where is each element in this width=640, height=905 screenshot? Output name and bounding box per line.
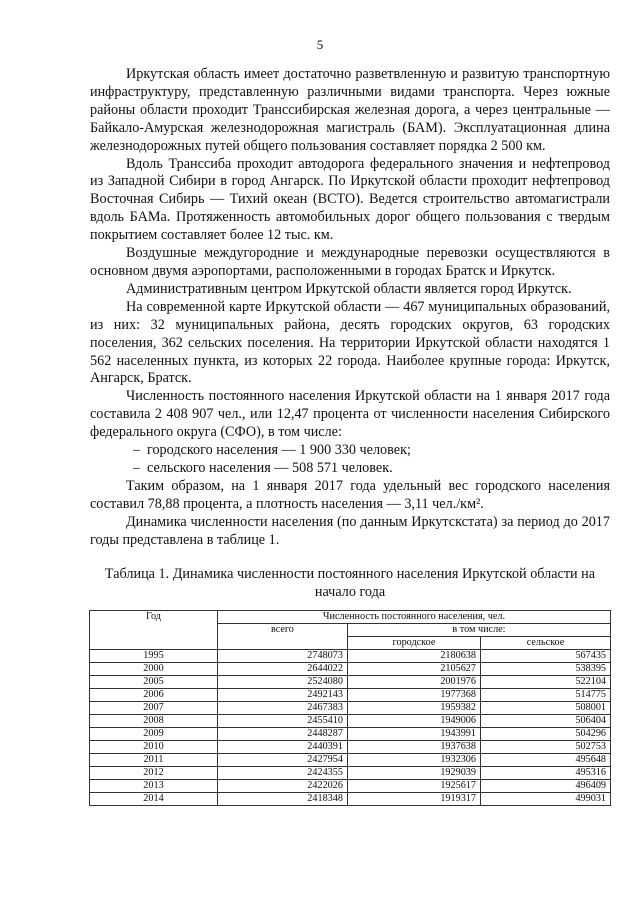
paragraph: Вдоль Транссиба проходит автодорога федерального значения и нефтепровод из Западной Сибири в город Ангарск. По Иркутской области проходит нефтепровод Восточная Сибирь — Тихий океан (ВСТО). Ведется строительство автомагистрали вдоль БАМа. Протяженность автомобильных дорог общего пользования с твердым покрытием составляет более 12 тыс. км. bbox=[90, 155, 610, 244]
cell-total: 2455410 bbox=[217, 715, 347, 728]
cell-total: 2492143 bbox=[217, 689, 347, 702]
cell-urban: 1925617 bbox=[347, 780, 480, 793]
cell-total: 2418348 bbox=[217, 793, 347, 806]
cell-rural: 508001 bbox=[480, 702, 610, 715]
cell-total: 2422026 bbox=[217, 780, 347, 793]
body-text bbox=[90, 66, 610, 549]
cell-rural: 499031 bbox=[480, 793, 610, 806]
cell-total: 2524080 bbox=[217, 676, 347, 689]
list-dash: – bbox=[133, 442, 141, 459]
paragraph: Численность постоянного населения Иркутской области на 1 января 2017 года составила 2 408 907 чел., или 12,47 процента от численности населения Сибирского федерального округа (СФО), в том числе: bbox=[90, 388, 610, 441]
table-row bbox=[90, 780, 611, 793]
table-row bbox=[90, 741, 611, 754]
paragraph: Иркутская область имеет достаточно разветвленную и развитую транспортную инфраструктуру, представленную различными видами транспорта. Через южные районы области проходит Транссибирская железная дорога, а через центральные — Байкало-Амурская железнодорожная магистраль (БАМ). Эксплуатационная длина железнодорожных путей общего пользования составляет порядка 2 500 км. bbox=[90, 66, 610, 154]
paragraph: На современной карте Иркутской области — 467 муниципальных образований, из них: 32 муниципальных района, десять городских округов, 63 городских поселения, 362 сельских поселения. На территории Иркутской области находятся 1 562 населенных пункта, из которых 22 города. Наиболее крупные города: Иркутск, Ангарск, Братск. bbox=[90, 298, 610, 387]
table-row bbox=[90, 689, 611, 702]
cell-total: 2467383 bbox=[217, 702, 347, 715]
table-caption: Таблица 1. Динамика численности постоянного населения Иркутской области на начало года bbox=[104, 566, 596, 600]
cell-year: 1995 bbox=[90, 650, 218, 663]
cell-rural: 567435 bbox=[480, 650, 610, 663]
cell-year: 2010 bbox=[90, 741, 218, 754]
cell-rural: 496409 bbox=[480, 780, 610, 793]
cell-rural: 504296 bbox=[480, 728, 610, 741]
cell-year: 2000 bbox=[90, 663, 218, 676]
paragraph: Динамика численности населения (по данным Иркутскстата) за период до 2017 годы представлена в таблице 1. bbox=[90, 513, 610, 548]
cell-total: 2644022 bbox=[217, 663, 347, 676]
list-item-text: сельского населения — 508 571 человек. bbox=[147, 459, 393, 476]
cell-urban: 2001976 bbox=[347, 676, 480, 689]
cell-total: 2424355 bbox=[217, 767, 347, 780]
cell-year: 2007 bbox=[90, 702, 218, 715]
header-rural: сельское bbox=[480, 637, 610, 650]
cell-urban: 1929039 bbox=[347, 767, 480, 780]
cell-year: 2014 bbox=[90, 793, 218, 806]
table-row bbox=[90, 715, 611, 728]
cell-total: 2448287 bbox=[217, 728, 347, 741]
cell-rural: 506404 bbox=[480, 715, 610, 728]
cell-urban: 1949006 bbox=[347, 715, 480, 728]
cell-year: 2005 bbox=[90, 676, 218, 689]
cell-urban: 2180638 bbox=[347, 650, 480, 663]
header-total: всего bbox=[217, 624, 347, 650]
cell-year: 2009 bbox=[90, 728, 218, 741]
cell-rural: 495648 bbox=[480, 754, 610, 767]
cell-urban: 1943991 bbox=[347, 728, 480, 741]
paragraph: Воздушные междугородние и международные перевозки осуществляются в основном двумя аэропортами, расположенными в городах Братск и Иркутск. bbox=[90, 245, 610, 279]
header-year: Год bbox=[90, 611, 218, 650]
cell-year: 2006 bbox=[90, 689, 218, 702]
cell-urban: 1919317 bbox=[347, 793, 480, 806]
cell-urban: 1977368 bbox=[347, 689, 480, 702]
paragraph: Таким образом, на 1 января 2017 года удельный вес городского населения составил 78,88 процента, а плотность населения — 3,11 чел./км². bbox=[90, 477, 610, 512]
cell-rural: 502753 bbox=[480, 741, 610, 754]
header-population: Численность постоянного населения, чел. bbox=[217, 611, 610, 624]
cell-rural: 522104 bbox=[480, 676, 610, 689]
list-item-text: городского населения — 1 900 330 человек; bbox=[147, 442, 411, 459]
table-row bbox=[90, 676, 611, 689]
header-urban: городское bbox=[347, 637, 480, 650]
table-row bbox=[90, 793, 611, 806]
list-item bbox=[133, 460, 610, 478]
cell-urban: 1932306 bbox=[347, 754, 480, 767]
list-dash: – bbox=[133, 459, 141, 476]
table-row bbox=[90, 754, 611, 767]
cell-urban: 2105627 bbox=[347, 663, 480, 676]
cell-year: 2008 bbox=[90, 715, 218, 728]
list-item bbox=[133, 442, 610, 460]
cell-rural: 538395 bbox=[480, 663, 610, 676]
population-list bbox=[90, 442, 610, 478]
cell-total: 2748073 bbox=[217, 650, 347, 663]
population-table bbox=[89, 610, 611, 806]
page-number: 5 bbox=[316, 37, 324, 52]
table-body bbox=[90, 650, 611, 806]
cell-total: 2440391 bbox=[217, 741, 347, 754]
cell-year: 2013 bbox=[90, 780, 218, 793]
table-row bbox=[90, 650, 611, 663]
cell-rural: 514775 bbox=[480, 689, 610, 702]
cell-urban: 1937638 bbox=[347, 741, 480, 754]
cell-rural: 495316 bbox=[480, 767, 610, 780]
table-row bbox=[90, 702, 611, 715]
paragraph: Административным центром Иркутской области является город Иркутск. bbox=[126, 280, 572, 297]
cell-year: 2012 bbox=[90, 767, 218, 780]
cell-year: 2011 bbox=[90, 754, 218, 767]
cell-total: 2427954 bbox=[217, 754, 347, 767]
table-row bbox=[90, 663, 611, 676]
header-including: в том числе: bbox=[347, 624, 610, 637]
table-row bbox=[90, 767, 611, 780]
cell-urban: 1959382 bbox=[347, 702, 480, 715]
table-row bbox=[90, 728, 611, 741]
